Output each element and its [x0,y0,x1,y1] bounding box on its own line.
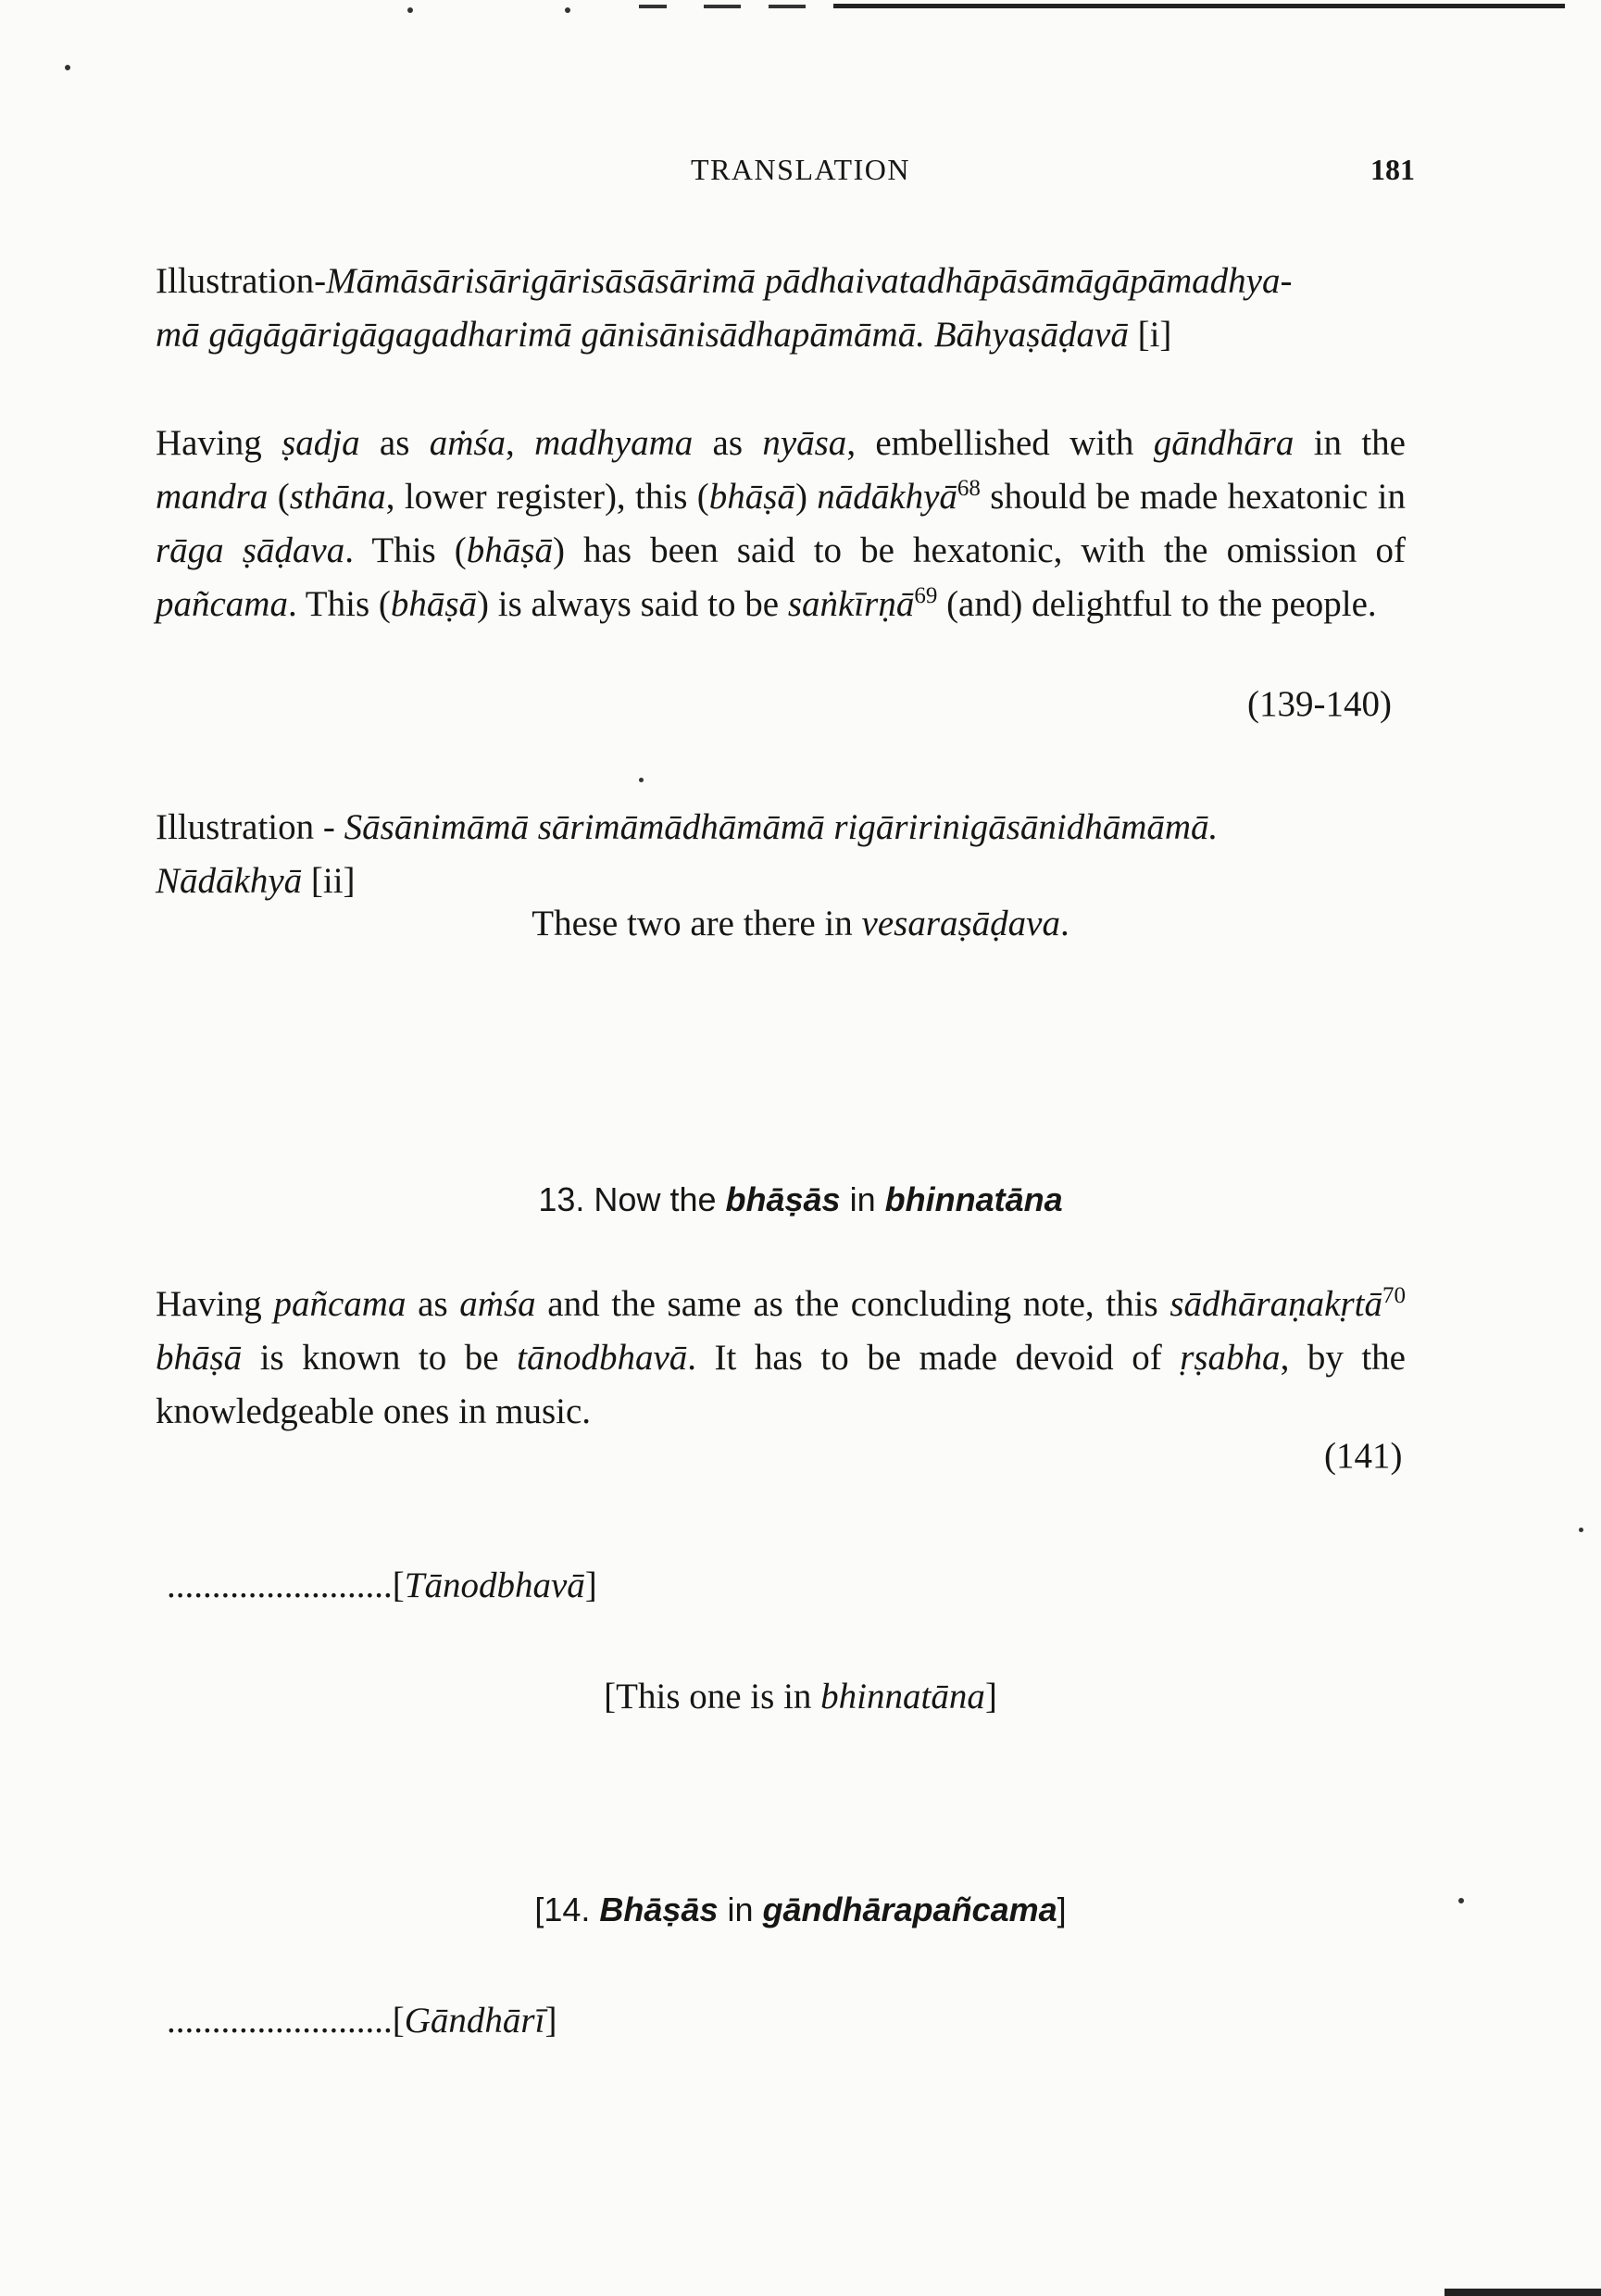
translation-paragraph-1: Having ṣadja as aṁśa, madhyama as nyāsa, embellished with gāndhāra in the mandra (sthāna, lower register), this (bhāṣā) nādākhyā$^{68}$ should be made hexatonic in rāga ṣāḍava. This (bhāṣā) has been said to be hexatonic, with the omission of pañcama. This (bhāṣā) is always said to be saṅkīrṇā$^{69}$ (and) delightful to the people. [156,423,1406,624]
scan-top-dash [704,5,741,8]
scan-top-dash [769,5,806,8]
section-heading-13: 13. Now the bhāṣās in bhinnatāna [538,1180,1063,1218]
svara-notation: mā gāgāgārigāgagadharimā gānisānisādhapāmāmā. [156,315,925,355]
illustration-number: [ii] [310,861,356,901]
vesara-sadava-note: These two are there in vesaraṣāḍava. [532,904,1069,943]
verse-reference: (139-140) [1247,684,1392,724]
scan-top-dash [639,5,667,8]
bhasa-name: Nādākhyā [156,861,303,901]
scan-speck [65,65,70,70]
page-number: 181 [1370,153,1415,186]
illustration-2 [156,801,1406,908]
bhasa-name: Tānodbhavā [404,1566,585,1605]
section-heading-14: [14. Bhāṣās in gāndhārapañcama] [534,1890,1067,1928]
scan-top-rule [833,4,1565,8]
scan-speck [639,778,644,782]
bhasa-name: Bāhyaṣāḍavā [933,315,1129,355]
translation-paragraph-2: Having pañcama as aṁśa and the same as the concluding note, this sādhāraṇakṛtā$^{70}$ bhāṣā is known to be tānodbhavā. It has to be made devoid of ṛṣabha, by the knowledgeable ones in music. [156,1283,1406,1431]
illustration-1 [156,255,1406,362]
scan-speck [1579,1528,1583,1532]
running-title: TRANSLATION [691,153,910,186]
verse-reference: (141) [1324,1436,1403,1476]
missing-illustration-line: .........................[Tānodbhavā] [167,1566,597,1605]
missing-illustration-line: .........................[Gāndhārī] [167,2001,557,2040]
bhasa-name: Gāndhārī [404,2001,545,2040]
illustration-number: [i] [1137,315,1172,355]
footnote-ref: 68 [957,476,981,501]
scan-speck [565,7,570,13]
footnote-ref: 70 [1382,1283,1406,1308]
svara-notation: Māmāsārisārigārisāsāsārimā pādhaivatadhāpāsāmāgāpāmadhya- [326,261,1293,301]
scan-bottom-rule [1445,2289,1601,2296]
illustration-label: Illustration - [156,807,344,847]
svara-notation: Sāsānimāmā sārimāmādhāmāmā rigāririnigāsānidhāmāmā. [344,807,1219,847]
illustration-label: Illustration- [156,261,327,301]
footnote-ref: 69 [914,583,938,608]
bhinnatana-note: [This one is in bhinnatāna] [604,1677,997,1716]
scan-speck [407,7,413,13]
